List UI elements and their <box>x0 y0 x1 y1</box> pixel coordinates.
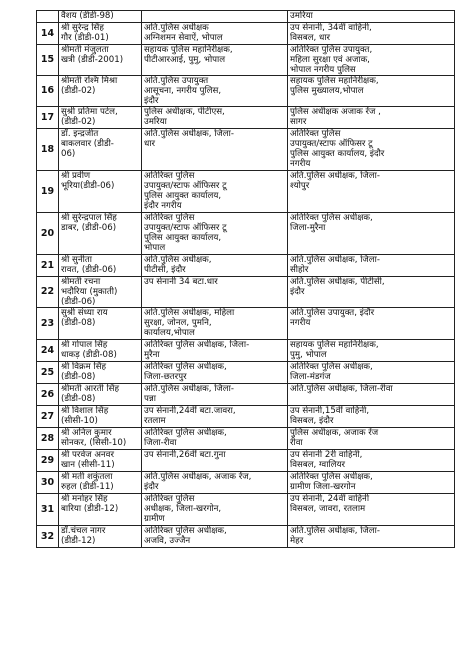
row-number-cell: 14 <box>37 23 59 45</box>
new-posting-cell: अति.पुलिस अधीक्षक, जिला-रीवा <box>288 384 455 406</box>
new-posting-cell: अति.पुलिस अधीक्षक, जिला- मेहर <box>288 526 455 548</box>
row-number-cell: 22 <box>37 277 59 308</box>
table-row <box>37 384 455 406</box>
new-posting-cell: उप सेनानी 2री वाहिनी, विसबल, ग्वालियर <box>288 450 455 472</box>
officer-name-cell: डॉ.चंचल नागर (डीडी-12) <box>59 526 142 548</box>
current-posting-cell: अति.पुलिस अधीक्षक, अजाक रेंज, इंदौर <box>142 472 288 494</box>
officer-name-cell: श्री अनिल कुमार सोनकर, (सिसी-10) <box>59 428 142 450</box>
new-posting-cell: अतिरिक्त पुलिस अधीक्षक, जिला-मंडगंज <box>288 362 455 384</box>
table-row <box>37 11 455 23</box>
current-posting-cell: अतिरिक्त पुलिस उपायुक्त/स्टाफ ऑफिसर टू पुलिस आयुक्त कार्यालय, भोपाल <box>142 213 288 255</box>
new-posting-cell: अति.पुलिस उपायुक्त, इंदौर नगरीय <box>288 308 455 340</box>
table-row <box>37 308 455 340</box>
current-posting-cell: अति.पुलिस अधीक्षक अग्निशमन सेवाऐं, भोपाल <box>142 23 288 45</box>
new-posting-cell: पुलिस अधीक्षक, अजाक रेंज रीवा <box>288 428 455 450</box>
row-number-cell <box>37 11 59 23</box>
new-posting-cell: अति.पुलिस अधीक्षक, जिला- सीहोर <box>288 255 455 277</box>
table-row <box>37 472 455 494</box>
current-posting-cell: उप सेनानी 34 बटा.धार <box>142 277 288 308</box>
current-posting-cell: उप सेनानी,24वीं बटा.जावरा, रतलाम <box>142 406 288 428</box>
current-posting-cell: अतिरिक्त पुलिस अधीक्षक, जिला-खरगोन, ग्रामीण <box>142 494 288 526</box>
table-row <box>37 526 455 548</box>
officer-name-cell: श्री प्रवीण भूरिया(डीडी-06) <box>59 171 142 213</box>
officer-name-cell: श्रीमती रश्मि मिश्रा (डीडी-02) <box>59 76 142 107</box>
current-posting-cell: अति.पुलिस अधीक्षक, महिला सुरक्षा, जोनल, पुमनि, कार्यालय,भोपाल <box>142 308 288 340</box>
officer-name-cell: श्री मनोहर सिंह बारिया (डीडी-12) <box>59 494 142 526</box>
current-posting-cell: अतिरिक्त पुलिस उपायुक्त/स्टाफ ऑफिसर टू पुलिस आयुक्त कार्यालय, इंदौर नगरीय <box>142 171 288 213</box>
new-posting-cell: अतिरिक्त पुलिस उपायुक्त/स्टाफ ऑफिसर टू पुलिस आयुक्त कार्यालय, इंदौर नगरीय <box>288 129 455 171</box>
new-posting-cell: सहायक पुलिस महानिरीक्षक, पुलिस मुख्यालय,भोपाल <box>288 76 455 107</box>
officer-name-cell: श्रीमती मंजुलता खत्री (डीडी-2001) <box>59 45 142 76</box>
officer-name-cell: श्री सुरेन्द्र सिंह गौर (डीडी-01) <box>59 23 142 45</box>
table-row <box>37 171 455 213</box>
row-number-cell: 32 <box>37 526 59 548</box>
officer-name-cell: श्री सुनीता रावत, (डीडी-06) <box>59 255 142 277</box>
transfer-table <box>36 10 455 548</box>
row-number-cell: 17 <box>37 107 59 129</box>
table-row <box>37 76 455 107</box>
current-posting-cell: अतिरिक्त पुलिस अधीक्षक, अजवि, उज्जैन <box>142 526 288 548</box>
new-posting-cell: उप सेनानी, 24वीं वाहिनी विसबल, जावरा, रतलाम <box>288 494 455 526</box>
table-row <box>37 362 455 384</box>
row-number-cell: 19 <box>37 171 59 213</box>
officer-name-cell: श्री सुरेन्द्रपाल सिंह डाबर, (डीडी-06) <box>59 213 142 255</box>
row-number-cell: 28 <box>37 428 59 450</box>
new-posting-cell: पुलिस अधीक्षक अजाक रेंज , सागर <box>288 107 455 129</box>
new-posting-cell: अति.पुलिस अधीक्षक, जिला- श्योपुर <box>288 171 455 213</box>
table-row <box>37 23 455 45</box>
table-row <box>37 213 455 255</box>
table-row <box>37 450 455 472</box>
current-posting-cell: अतिरिक्त पुलिस अधीक्षक, जिला-छतरपुर <box>142 362 288 384</box>
current-posting-cell: उप सेनानी,26वीं बटा.गुना <box>142 450 288 472</box>
current-posting-cell: अतिरिक्त पुलिस अधीक्षक, जिला- मुरैना <box>142 340 288 362</box>
current-posting-cell: अति.पुलिस अधीक्षक, जिला- धार <box>142 129 288 171</box>
table-row <box>37 277 455 308</box>
table-row <box>37 255 455 277</box>
transfer-list-sheet <box>36 10 454 548</box>
row-number-cell: 25 <box>37 362 59 384</box>
officer-name-cell: श्री मती शकुंतला रुहल (डीडी-11) <box>59 472 142 494</box>
officer-name-cell: सुश्री प्रतिमा पटेल, (डीडी-02) <box>59 107 142 129</box>
row-number-cell: 15 <box>37 45 59 76</box>
officer-name-cell: डॉ. इन्द्रजीत बाकलवार (डीडी- 06) <box>59 129 142 171</box>
table-row <box>37 406 455 428</box>
table-row <box>37 494 455 526</box>
row-number-cell: 20 <box>37 213 59 255</box>
new-posting-cell: उमरिया <box>288 11 455 23</box>
row-number-cell: 31 <box>37 494 59 526</box>
current-posting-cell: अति.पुलिस अधीक्षक, पीटीसी, इंदौर <box>142 255 288 277</box>
row-number-cell: 16 <box>37 76 59 107</box>
current-posting-cell: अतिरिक्त पुलिस अधीक्षक, जिला-रीवा <box>142 428 288 450</box>
table-row <box>37 107 455 129</box>
current-posting-cell: पुलिस अधीक्षक, पीटीएस, उमरिया <box>142 107 288 129</box>
new-posting-cell: अतिरिक्त पुलिस उपायुक्त, महिला सुरक्षा एवं अजाक, भोपाल नगरीय पुलिस <box>288 45 455 76</box>
officer-name-cell: वैशय (डीडी-98) <box>59 11 142 23</box>
current-posting-cell <box>142 11 288 23</box>
transfer-table-body <box>37 11 455 548</box>
officer-name-cell: सुश्री संध्या राय (डीडी-08) <box>59 308 142 340</box>
officer-name-cell: श्री परवेज अनवर खान (सीसी-11) <box>59 450 142 472</box>
officer-name-cell: श्री विशाल सिंह (सीसी-10) <box>59 406 142 428</box>
new-posting-cell: अतिरिक्त पुलिस अधीक्षक, ग्रामीण जिला-खरगोन <box>288 472 455 494</box>
row-number-cell: 23 <box>37 308 59 340</box>
new-posting-cell: सहायक पुलिस महानिरीक्षक, पुमु, भोपाल <box>288 340 455 362</box>
row-number-cell: 24 <box>37 340 59 362</box>
new-posting-cell: उप सेनानी,15वीं वाहिनी, विसबल, इंदौर <box>288 406 455 428</box>
new-posting-cell: उप सेनानी, 34वीं वाहिनी, विसबल, धार <box>288 23 455 45</box>
current-posting-cell: अति.पुलिस उपायुक्त आसूचना, नगरीय पुलिस, इंदौर <box>142 76 288 107</box>
row-number-cell: 27 <box>37 406 59 428</box>
new-posting-cell: अतिरिक्त पुलिस अधीक्षक, जिला-मुरैना <box>288 213 455 255</box>
table-row <box>37 129 455 171</box>
table-row <box>37 340 455 362</box>
new-posting-cell: अति.पुलिस अधीक्षक, पीटीसी, इंदौर <box>288 277 455 308</box>
row-number-cell: 18 <box>37 129 59 171</box>
officer-name-cell: श्री गोपाल सिंह धाकड़ (डीडी-08) <box>59 340 142 362</box>
row-number-cell: 26 <box>37 384 59 406</box>
current-posting-cell: सहायक पुलिस महानिरीक्षक, पीटीआरआई, पुमु, भोपाल <box>142 45 288 76</box>
current-posting-cell: अति.पुलिस अधीक्षक, जिला- पन्ना <box>142 384 288 406</box>
officer-name-cell: श्री विक्रम सिंह (डीडी-08) <box>59 362 142 384</box>
table-row <box>37 45 455 76</box>
officer-name-cell: श्रीमती आरती सिंह (डीडी-08) <box>59 384 142 406</box>
row-number-cell: 29 <box>37 450 59 472</box>
officer-name-cell: श्रीमती रचना भदौरिया (मुकाती) (डीडी-06) <box>59 277 142 308</box>
row-number-cell: 30 <box>37 472 59 494</box>
row-number-cell: 21 <box>37 255 59 277</box>
table-row <box>37 428 455 450</box>
